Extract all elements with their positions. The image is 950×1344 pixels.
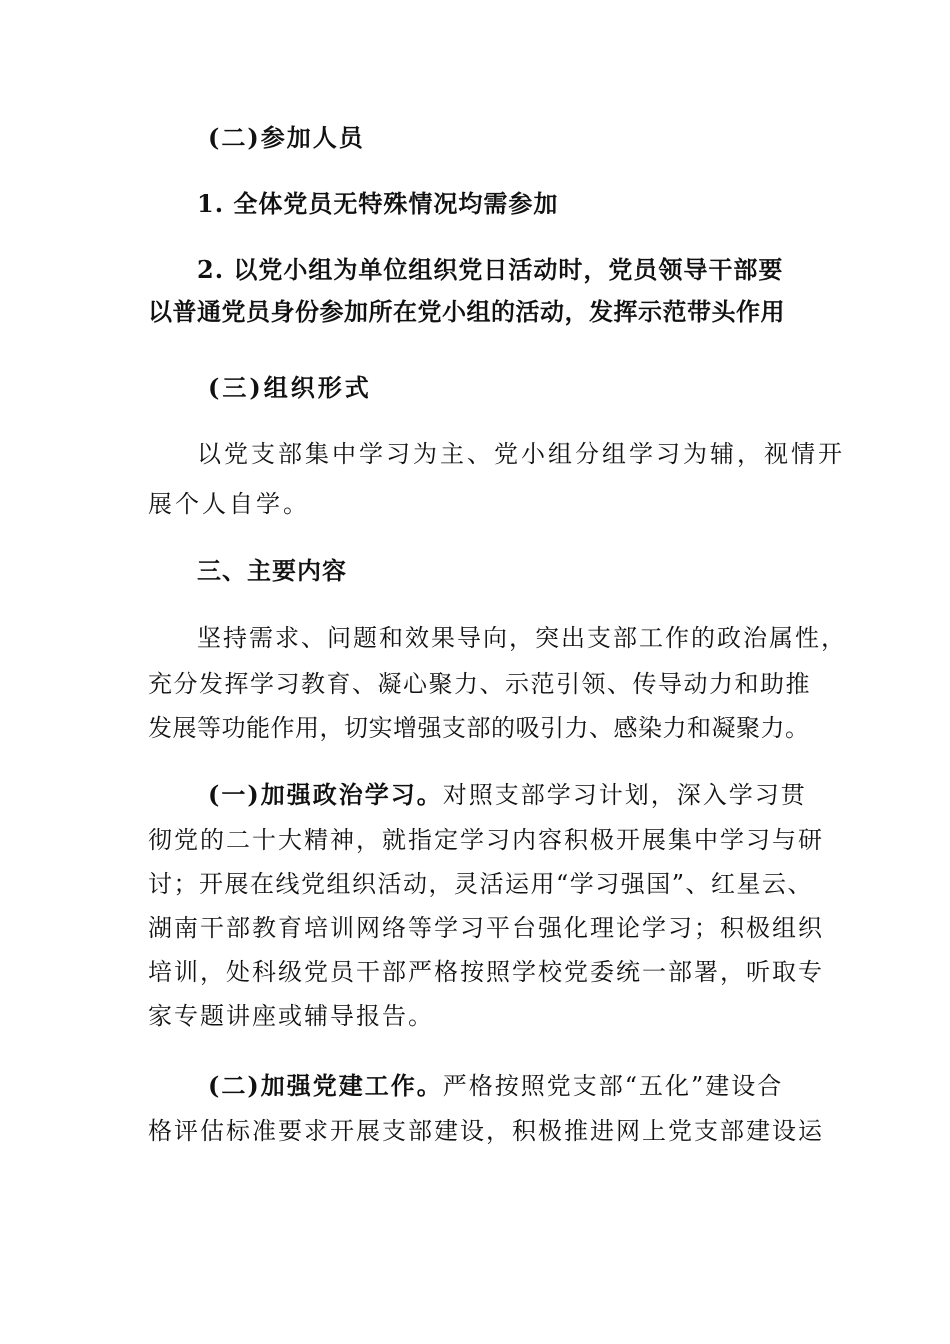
heading-organization-form: (三)组织形式	[208, 373, 372, 402]
list-item-2-line-2: 以普通党员身份参加所在党小组的活动，发挥示范带头作用	[148, 297, 785, 326]
paragraph-political-study-line-2: 彻党的二十大精神，就指定学习内容积极开展集中学习与研	[148, 826, 824, 854]
form-paragraph-line-2: 展个人自学。	[148, 490, 310, 518]
main-paragraph-line-1: 坚持需求、问题和效果导向，突出支部工作的政治属性，	[197, 624, 847, 652]
political-study-line-1-text: 对照支部学习计划，深入学习贯	[442, 781, 807, 809]
list-item-2-line-1: 2. 以党小组为单位组织党日活动时，党员领导干部要	[197, 255, 784, 284]
paragraph-political-study-line-5: 培训，处科级党员干部严格按照学校党委统一部署，听取专	[148, 958, 824, 986]
main-paragraph-line-3: 发展等功能作用，切实增强支部的吸引力、感染力和凝聚力。	[148, 714, 810, 742]
heading-main-content: 三、主要内容	[197, 556, 347, 585]
paragraph-political-study-line-1	[208, 775, 807, 810]
paragraph-party-building-line-1	[208, 1066, 783, 1101]
paragraph-party-building-line-2: 格评估标准要求开展支部建设，积极推进网上党支部建设运	[148, 1117, 824, 1145]
list-item-1: 1. 全体党员无特殊情况均需参加	[197, 189, 559, 218]
form-paragraph-line-1: 以党支部集中学习为主、党小组分组学习为辅，视情开	[197, 440, 845, 468]
party-building-lead: (二)加强党建工作。	[208, 1071, 443, 1100]
heading-participants: (二)参加人员	[208, 123, 365, 152]
party-building-line-1-text: 严格按照党支部“五化”建设合	[442, 1072, 784, 1100]
paragraph-political-study-line-3: 讨；开展在线党组织活动，灵活运用“学习强国”、红星云、	[148, 870, 814, 898]
political-study-lead: (一)加强政治学习。	[208, 780, 443, 809]
paragraph-political-study-line-6: 家专题讲座或辅导报告。	[148, 1002, 434, 1030]
main-paragraph-line-2: 充分发挥学习教育、凝心聚力、示范引领、传导动力和助推	[148, 670, 811, 698]
paragraph-political-study-line-4: 湖南干部教育培训网络等学习平台强化理论学习；积极组织	[148, 914, 824, 942]
